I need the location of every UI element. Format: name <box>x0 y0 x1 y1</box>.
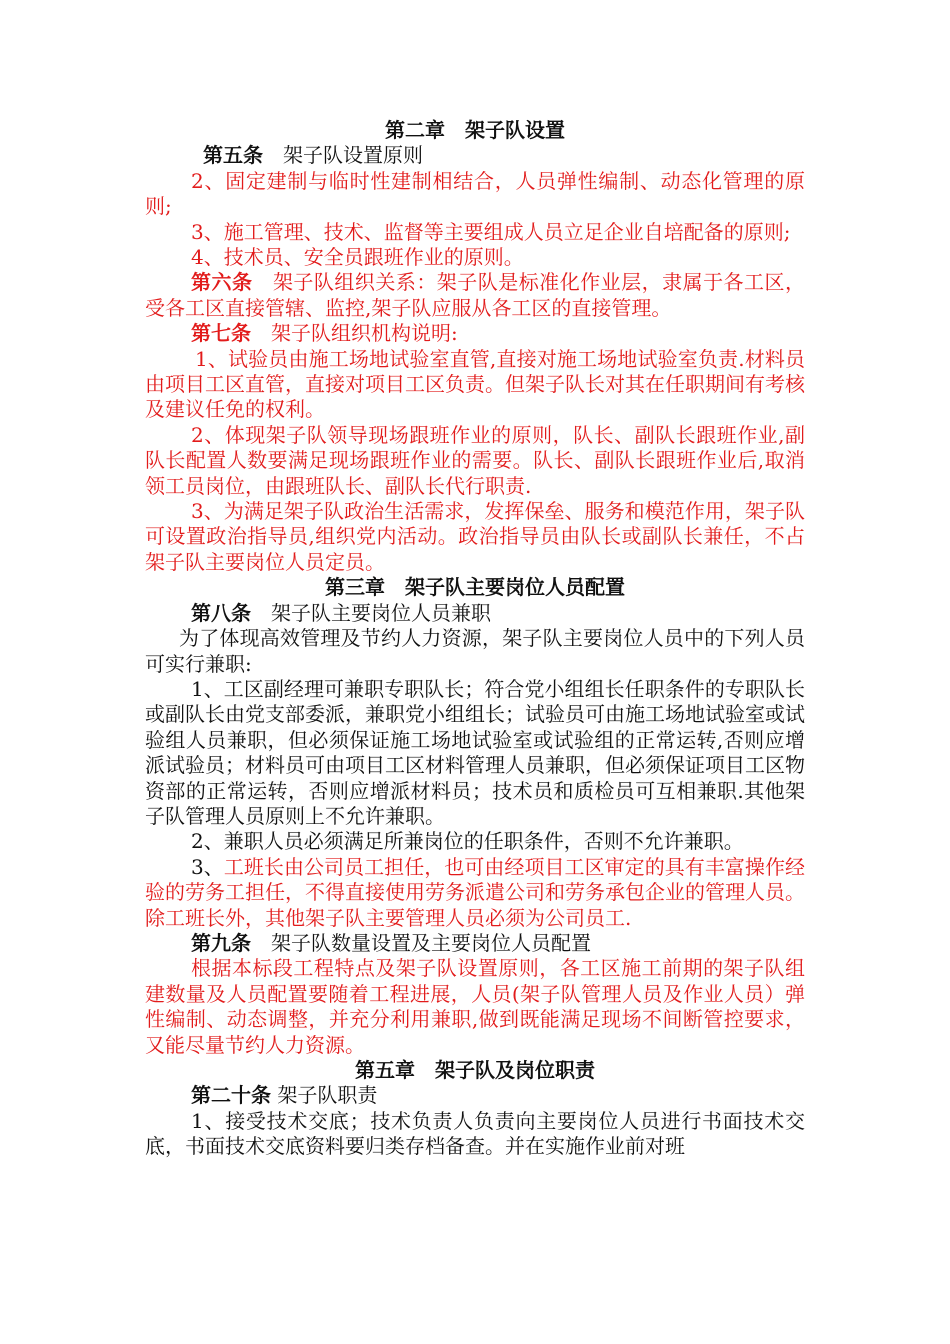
chapter-3-heading: 第三章 架子队主要岗位人员配置 <box>325 575 625 600</box>
article-5-label: 第五条 <box>203 143 263 168</box>
article-7-item-2: 2、体现架子队领导现场跟班作业的原则，队长、副队长跟班作业,副队长配置人数要满足现场跟班作业的需要。队长、副队长跟班作业后,取消领工员岗位，由跟班队长、副队长代行职责. <box>145 422 805 498</box>
article-7-label: 第七条 <box>191 321 251 346</box>
article-7-title: 架子队组织机构说明: <box>271 321 458 346</box>
article-5-item-4: 4、技术员、安全员跟班作业的原则。 <box>191 245 524 270</box>
article-8-item-2: 2、兼职人员必须满足所兼岗位的任职条件，否则不允许兼职。 <box>191 829 744 854</box>
article-6-text: 架子队组织关系：架子队是标准化作业层，隶属于各工区，受各工区直接管辖、监控,架子队应服从各工区的直接管理。 <box>145 270 806 320</box>
chapter-5-heading: 第五章 架子队及岗位职责 <box>355 1058 595 1082</box>
article-5-title: 架子队设置原则 <box>283 143 423 168</box>
article-20-item-1: 1、接受技术交底；技术负责人负责向主要岗位人员进行书面技术交底，书面技术交底资料要归类存档备查。并在实施作业前对班 <box>145 1108 805 1159</box>
article-7-heading <box>145 321 805 346</box>
article-5-item-3: 3、施工管理、技术、监督等主要组成人员立足企业自培配备的原则; <box>191 219 791 244</box>
article-20-heading <box>145 1083 805 1108</box>
article-8-title: 架子队主要岗位人员兼职 <box>271 600 491 625</box>
article-20-title: 架子队职责 <box>277 1083 378 1108</box>
chapter-2-heading: 第二章 架子队设置 <box>385 118 565 142</box>
article-8-item-3-text: 工班长由公司员工担任，也可由经项目工区审定的具有丰富操作经验的劳务工担任，不得直接使用劳务派遣公司和劳务承包企业的管理人员。除工班长外，其他架子队主要管理人员必须为公司员工. <box>145 854 805 930</box>
document-page <box>145 118 805 1160</box>
article-9-text: 根据本标段工程特点及架子队设置原则，各工区施工前期的架子队组建数量及人员配置要随着工程进展，人员(架子队管理人员及作业人员）弹性编制、动态调整，并充分利用兼职,做到既能满足现场不间断管控要求，又能尽量节约人力资源。 <box>145 956 805 1057</box>
article-5-heading <box>145 143 805 168</box>
article-8-item-1: 1、工区副经理可兼职专职队长；符合党小组组长任职条件的专职队长或副队长由党支部委派，兼职党小组组长；试验员可由施工场地试验室或试验组人员兼职，但必须保证施工场地试验室或试验组的正常运转,否则应增派试验员；材料员可由项目工区材料管理人员兼职，但必须保证项目工区物资部的正常运转，否则应增派材料员；技术员和质检员可互相兼职.其他架子队管理人员原则上不允许兼职。 <box>145 676 805 828</box>
article-9-title: 架子队数量设置及主要岗位人员配置 <box>271 930 591 955</box>
article-8-item-3 <box>145 855 805 931</box>
article-8-heading <box>145 601 805 626</box>
article-9-label: 第九条 <box>191 930 251 955</box>
article-6-label: 第六条 <box>191 270 253 295</box>
article-6 <box>145 270 805 321</box>
article-8-intro: 为了体现高效管理及节约人力资源，架子队主要岗位人员中的下列人员可实行兼职: <box>145 626 805 676</box>
article-7-item-3: 3、为满足架子队政治生活需求，发挥保垒、服务和模范作用，架子队可设置政治指导员,组织党内活动。政治指导员由队长或副队长兼任，不占架子队主要岗位人员定员。 <box>145 499 805 574</box>
article-7-item-1: 1、试验员由施工场地试验室直管,直接对施工场地试验室负责.材料员由项目工区直管，直接对项目工区负责。但架子队长对其在任职期间有考核及建议任免的权利。 <box>145 346 805 422</box>
article-8-label: 第八条 <box>191 600 251 625</box>
article-5-item-2: 2、固定建制与临时性建制相结合，人员弹性编制、动态化管理的原则; <box>145 168 805 219</box>
article-20-label: 第二十条 <box>191 1083 271 1108</box>
article-8-item-3-number: 3、 <box>191 854 224 879</box>
article-9-heading <box>145 931 805 956</box>
